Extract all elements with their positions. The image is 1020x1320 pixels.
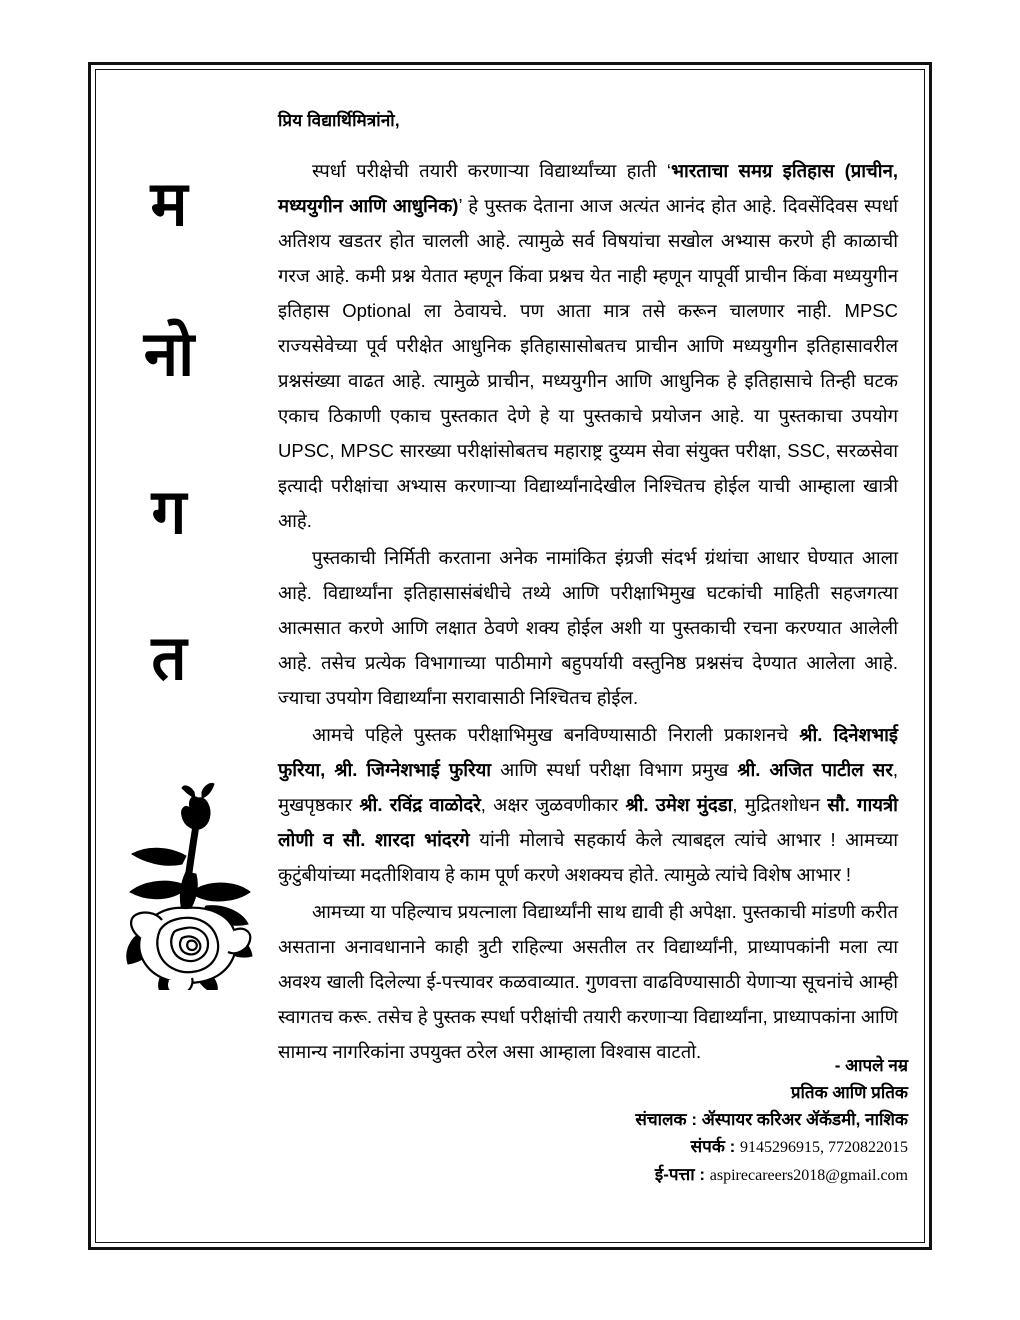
signature-email — [348, 1161, 908, 1189]
vertical-title-letter-4: त — [151, 624, 187, 693]
paragraph-4: आमच्या या पहिल्याच प्रयत्नाला विद्यार्थ्यांनी साथ द्यावी ही अपेक्षा. पुस्तकाची मांडणी करीत असताना अनावधानाने काही त्रुटी राहिल्या असतील तर विद्यार्थ्यांनी, प्राध्यापकांनी मला त्या अवश्य खाली दिलेल्या ई-पत्त्यावर कळवाव्यात. गुणवत्ता वाढविण्यासाठी येणाऱ्या सूचनांचे आम्ही स्वागतच करू. तसेच हे पुस्तक स्पर्धा परीक्षांची तयारी करणाऱ्या विद्यार्थ्यांना, प्राध्यापकांना आणि सामान्य नागरिकांना उपयुक्त ठरेल असा आम्हाला विश्वास वाटतो. — [278, 901, 898, 1062]
vertical-title-letter-2: नो — [143, 320, 195, 389]
contact-label: संपर्क : — [690, 1137, 736, 1156]
page-content — [88, 62, 932, 1250]
paragraph-3: आमचे पहिले पुस्तक परीक्षाभिमुख बनविण्यासाठी निराली प्रकाशनचे श्री. दिनेशभाई फुरिया, श्री. जिग्नेशभाई फुरिया आणि स्पर्धा परीक्षा विभाग प्रमुख श्री. अजित पाटील सर, मुखपृष्ठकार श्री. रविंद्र वाळोदरे, अक्षर जुळवणीकार श्री. उमेश मुंदडा, मुद्रितशोधन सौ. गायत्री लोणी व सौ. शारदा भांदरगे यांनी मोलाचे सहकार्य केले त्याबद्दल त्यांचे आभार ! आमच्या कुटुंबीयांच्या मदतीशिवाय हे काम पूर्ण करणे अशक्यच होते. त्यामुळे त्यांचे विशेष आभार ! — [278, 724, 899, 885]
rose-flower-icon — [102, 780, 270, 990]
salutation: प्रिय विद्यार्थिमित्रांनो, — [278, 111, 400, 130]
contact-value: 9145296915, 7720822015 — [740, 1139, 908, 1156]
signature-closing: - आपले नम्र — [834, 1056, 908, 1075]
signature-designation: संचालक : ॲस्पायर करिअर ॲकॅडमी, नाशिक — [635, 1110, 908, 1129]
paragraph-1: स्पर्धा परीक्षेची तयारी करणाऱ्या विद्यार्थ्यांच्या हाती ‘भारताचा समग्र इतिहास (प्राचीन, मध्ययुगीन आणि आधुनिक)’ हे पुस्तक देताना आज अत्यंत आनंद होत आहे. दिवसेंदिवस स्पर्धा अतिशय खडतर होत चालली आहे. त्यामुळे सर्व विषयांचा सखोल अभ्यास करणे ही काळाची गरज आहे. कमी प्रश्न येतात म्हणून किंवा प्रश्नच येत नाही म्हणून यापूर्वी प्राचीन किंवा मध्ययुगीन इतिहास Optional ला ठेवायचे. पण आता मात्र तसे करून चालणार नाही. MPSC राज्यसेवेच्या पूर्व परीक्षेत आधुनिक इतिहासासोबतच प्राचीन आणि मध्ययुगीन इतिहासावरील प्रश्नसंख्या वाढत आहे. त्यामुळे प्राचीन, मध्ययुगीन आणि आधुनिक हे इतिहासाचे तिन्ही घटक एकाच ठिकाणी एकाच पुस्तकात देणे हे या पुस्तकाचे प्रयोजन आहे. या पुस्तकाचा उपयोग UPSC, MPSC सारख्या परीक्षांसोबतच महाराष्ट्र दुय्यम सेवा संयुक्त परीक्षा, SSC, सरळसेवा इत्यादी परीक्षांचा अभ्यास करणाऱ्या विद्यार्थ्यांनादेखील निश्चितच होईल याची आम्हाला खात्री आहे. — [278, 160, 898, 531]
signature-names: प्रतिक आणि प्रतिक — [790, 1083, 908, 1102]
email-value: aspirecareers2018@gmail.com — [709, 1167, 908, 1184]
vertical-title-letter-3: ग — [151, 478, 187, 547]
signature-contact — [348, 1133, 908, 1161]
signature-block — [348, 1052, 908, 1189]
email-label: ई-पत्ता : — [654, 1165, 706, 1184]
vertical-title-letter-1: म — [150, 170, 188, 239]
paragraph-2: पुस्तकाची निर्मिती करताना अनेक नामांकित इंग्रजी संदर्भ ग्रंथांचा आधार घेण्यात आला आहे. विद्यार्थ्यांना इतिहासासंबंधीचे तथ्ये आणि परीक्षाभिमुख घटकांची माहिती सहजगत्या आत्मसात करणे आणि लक्षात ठेवणे शक्य होईल अशी या पुस्तकाची रचना करण्यात आलेली आहे. तसेच प्रत्येक विभागाच्या पाठीमागे बहुपर्यायी वस्तुनिष्ठ प्रश्नसंच देण्यात आलेला आहे. ज्याचा उपयोग विद्यार्थ्यांना सरावासाठी निश्चितच होईल. — [278, 547, 898, 708]
vertical-title-manogat — [130, 170, 208, 693]
letter-body — [278, 108, 898, 1071]
